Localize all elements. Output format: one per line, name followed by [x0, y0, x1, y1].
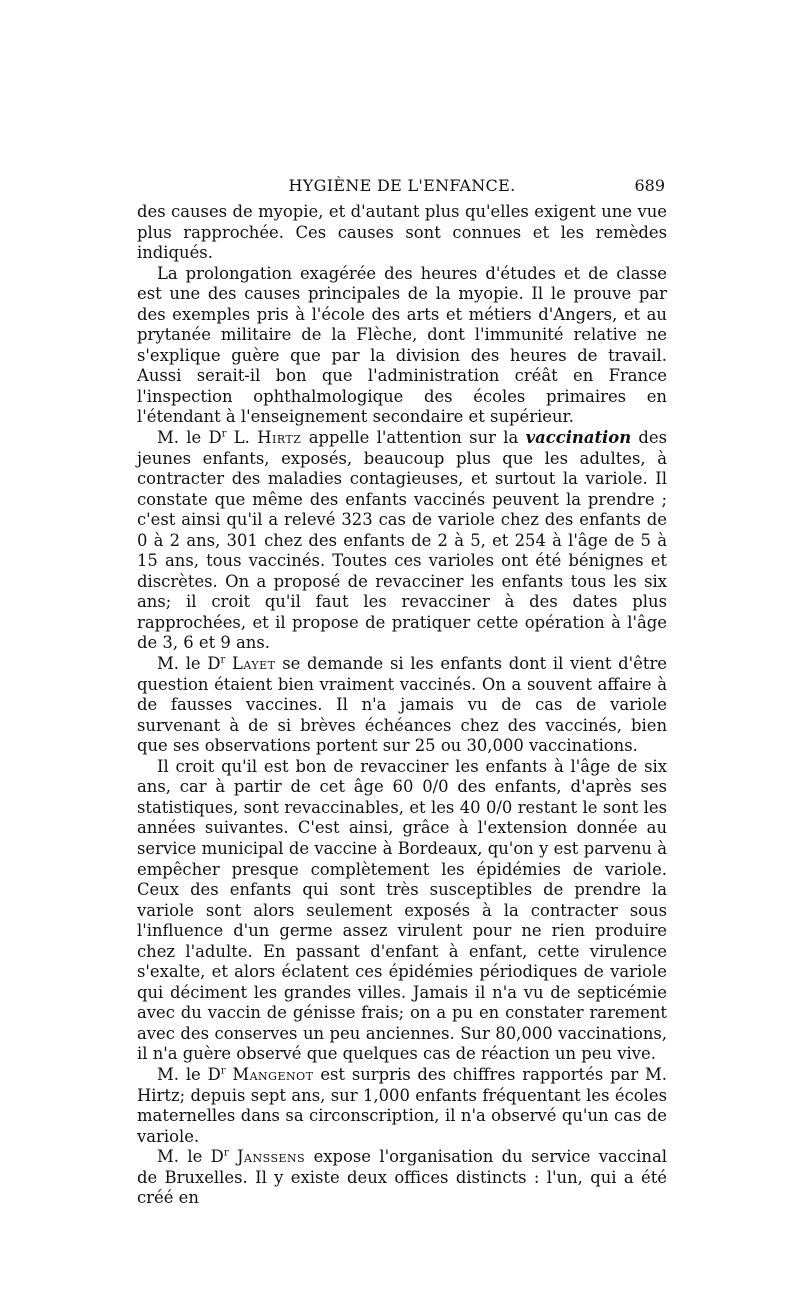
paragraph-text: se demande si les enfants dont il vient d'être question étaient bien vraiment vaccinés. On a souvent affaire à de fausses vaccines. Il n'a jamais vu de cas de variole survenant à de si brèves échéances chez des vaccinés, bien que ses observations portent sur 25 ou 30,000 vaccinations.: [137, 654, 667, 756]
paragraph-mangenot: [137, 1065, 667, 1147]
paragraph-hirtz: [137, 428, 667, 654]
speaker-name-janssens: Janssens: [236, 1147, 306, 1167]
speaker-name-hirtz: Hirtz: [257, 428, 302, 448]
paragraph-text: appelle l'attention sur la: [308, 428, 519, 448]
speaker-name-mangenot: Mangenot: [232, 1064, 314, 1084]
book-page: [137, 176, 667, 1209]
title-superscript: r: [220, 1065, 226, 1077]
paragraph-myopia: La prolongation exagérée des heures d'études et de classe est une des causes principales de la myopie. Il le prouve par des exemples pris à l'école des arts et métiers d'Angers, et au prytanée militaire de la Flèche, dont l'immunité relative ne s'explique guère que par la division des heures de travail. Aussi serait-il bon que l'administration créât en France l'inspection ophthalmologique des écoles primaires en l'étendant à l'enseignement secondaire et supérieur.: [137, 263, 667, 427]
body-text: [137, 202, 667, 1209]
paragraph-text: est surpris des chiffres rapportés par M. Hirtz; depuis sept ans, sur 1,000 enfants fréquentant les écoles maternelles dans sa circonscription, il n'a observé qu'un cas de variole.: [137, 1064, 667, 1146]
title-superscript: r: [223, 1147, 229, 1159]
speaker-prefix: M. le D: [157, 1064, 221, 1084]
speaker-initial: L.: [233, 428, 250, 448]
paragraph-layet: [137, 654, 667, 757]
speaker-prefix: M. le D: [157, 428, 222, 448]
paragraph-continuation: des causes de myopie, et d'autant plus qu'elles exigent une vue plus rapprochée. Ces causes sont connues et les remèdes indiqués.: [137, 202, 667, 263]
page-number: 689: [634, 176, 665, 195]
paragraph-janssens: [137, 1147, 667, 1209]
paragraph-text: des jeunes enfants, exposés, beaucoup plus que les adultes, à contracter des maladies contagieuses, et surtout la variole. Il constate que même des enfants vaccinés peuvent la prendre ; c'est ainsi qu'il a relevé 323 cas de variole chez des enfants de 0 à 2 ans, 301 chez des enfants de 2 à 5, et 254 à l'âge de 5 à 15 ans, tous vaccinés. Toutes ces varioles ont été bénignes et discrètes. On a proposé de revacciner les enfants tous les six ans; il croit qu'il faut les revacciner à des dates plus rapprochées, et il propose de pratiquer cette opération à l'âge de 3, 6 et 9 ans.: [137, 428, 668, 653]
emphasis-vaccination: vaccination: [525, 428, 632, 448]
paragraph-revaccination: Il croit qu'il est bon de revacciner les enfants à l'âge de six ans, car à partir de cet âge 60 0/0 des enfants, d'après ses statistiques, sont revaccinables, et les 40 0/0 restant le sont les années suivantes. C'est ainsi, grâce à l'extension donnée au service municipal de vaccine à Bordeaux, qu'on y est parvenu à empêcher presque complètement les épidémies de variole. Ceux des enfants qui sont très susceptibles de prendre la variole sont alors seulement exposés à la contracter sous l'influence d'un germe assez virulent pour ne rien produire chez l'adulte. En passant d'enfant à enfant, cette virulence s'exalte, et alors éclatent ces épidémies périodiques de variole qui déciment les grandes villes. Jamais il n'a vu de septicémie avec du vaccin de génisse frais; on a pu en constater rarement avec des conserves un peu anciennes. Sur 80,000 vaccinations, il n'a guère observé que quelques cas de réaction un peu vive.: [137, 756, 667, 1064]
speaker-prefix: M. le D: [157, 1147, 224, 1167]
speaker-name-layet: Layet: [231, 654, 276, 674]
paragraph-text: expose l'organisation du service vaccinal de Bruxelles. Il y existe deux offices distincts : l'un, qui a été créé en: [137, 1147, 667, 1208]
running-title: HYGIÈNE DE L'ENFANCE.: [288, 176, 516, 195]
speaker-prefix: M. le D: [157, 654, 221, 674]
running-header: [137, 176, 667, 200]
title-superscript: r: [220, 654, 226, 666]
title-superscript: r: [221, 428, 227, 440]
